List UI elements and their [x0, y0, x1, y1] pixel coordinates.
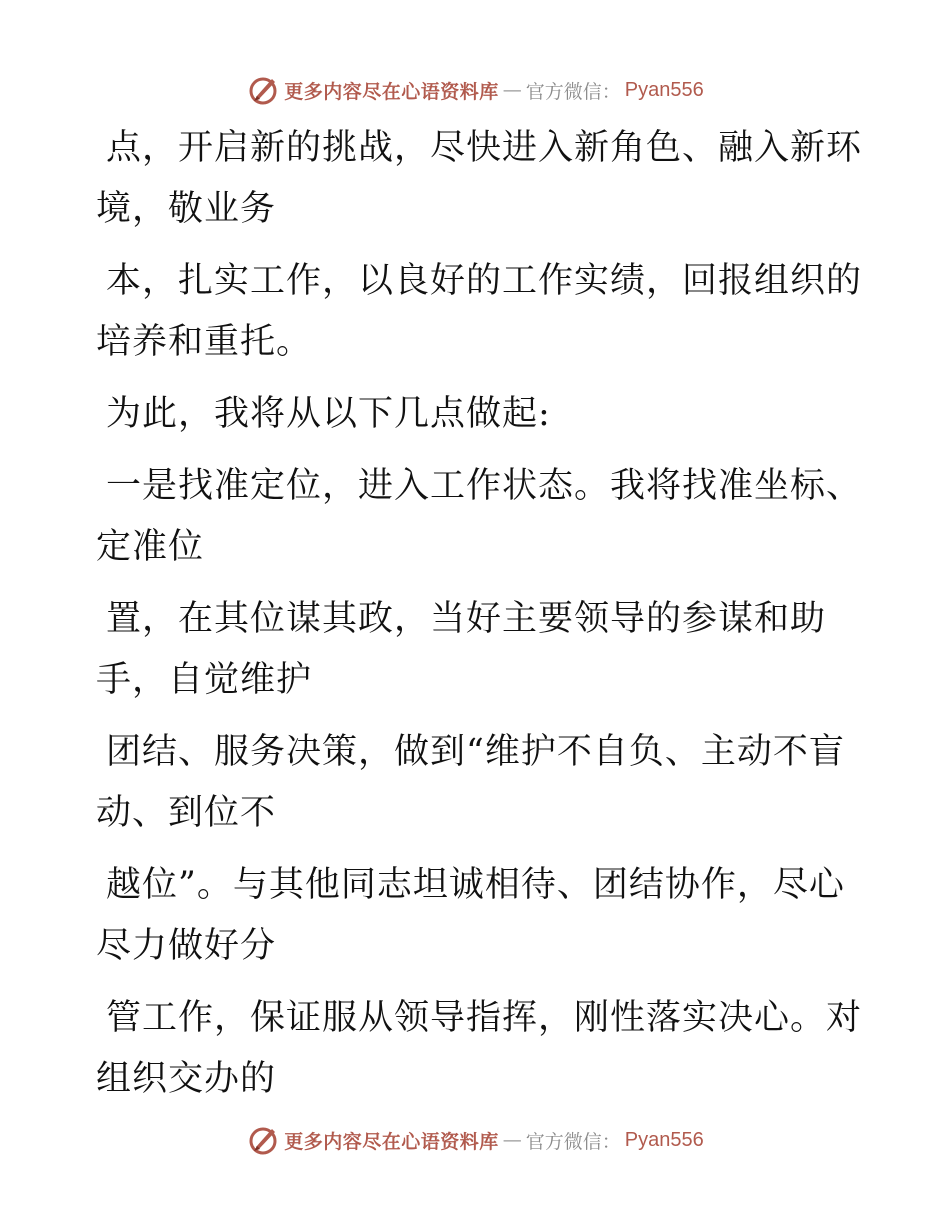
paragraph-line: 本，扎实工作，以良好的工作实绩，回报组织的: [106, 261, 863, 301]
watermark-handle: Pyan556: [624, 1128, 704, 1151]
watermark-separator: —: [502, 1129, 522, 1151]
paragraph-line: 置，在其位谋其政，当好主要领导的参谋和助: [106, 599, 827, 639]
paragraph-line: 培养和重托。: [96, 322, 313, 362]
paragraph-line: 手，自觉维护: [96, 660, 313, 700]
paragraph-line: 尽力做好分: [96, 926, 277, 966]
paragraph: [96, 118, 863, 240]
watermark-brand: 更多内容尽在心语资料库: [284, 80, 499, 103]
paragraph: [96, 384, 836, 445]
paragraph-line: 境，敬业务: [96, 189, 277, 229]
paragraph-line: 管工作，保证服从领导指挥，刚性落实决心。对: [106, 998, 863, 1038]
paragraph-line: 动、到位不: [96, 793, 277, 833]
paragraph: [96, 722, 845, 844]
watermark-label: 官方微信：: [525, 80, 621, 103]
footer-watermark: [0, 1120, 950, 1160]
paragraph: [96, 251, 863, 373]
document-body: [96, 118, 863, 1121]
paragraph-line: 团结、服务决策，做到“维护不自负、主动不盲: [106, 732, 845, 772]
paragraph-line: 越位”。与其他同志坦诚相待、团结协作，尽心: [106, 865, 845, 905]
watermark-brand: 更多内容尽在心语资料库: [284, 1130, 499, 1153]
paragraph: [96, 456, 863, 578]
paragraph-line: 一是找准定位，进入工作状态。我将找准坐标、: [106, 466, 863, 506]
paragraph-line: 为此，我将从以下几点做起:: [106, 394, 551, 434]
watermark-label: 官方微信：: [525, 1130, 621, 1153]
watermark-handle: Pyan556: [624, 78, 704, 101]
paragraph-line: 点，开启新的挑战，尽快进入新角色、融入新环: [106, 128, 863, 168]
paragraph: [96, 589, 836, 711]
watermark-separator: —: [502, 79, 522, 101]
paragraph-line: 定准位: [96, 527, 205, 567]
paragraph: [96, 988, 863, 1110]
header-watermark: [0, 70, 950, 110]
quill-pen-circle-icon: [246, 73, 280, 107]
paragraph-line: 组织交办的: [96, 1059, 277, 1099]
quill-pen-circle-icon: [246, 1123, 280, 1157]
paragraph: [96, 855, 845, 977]
